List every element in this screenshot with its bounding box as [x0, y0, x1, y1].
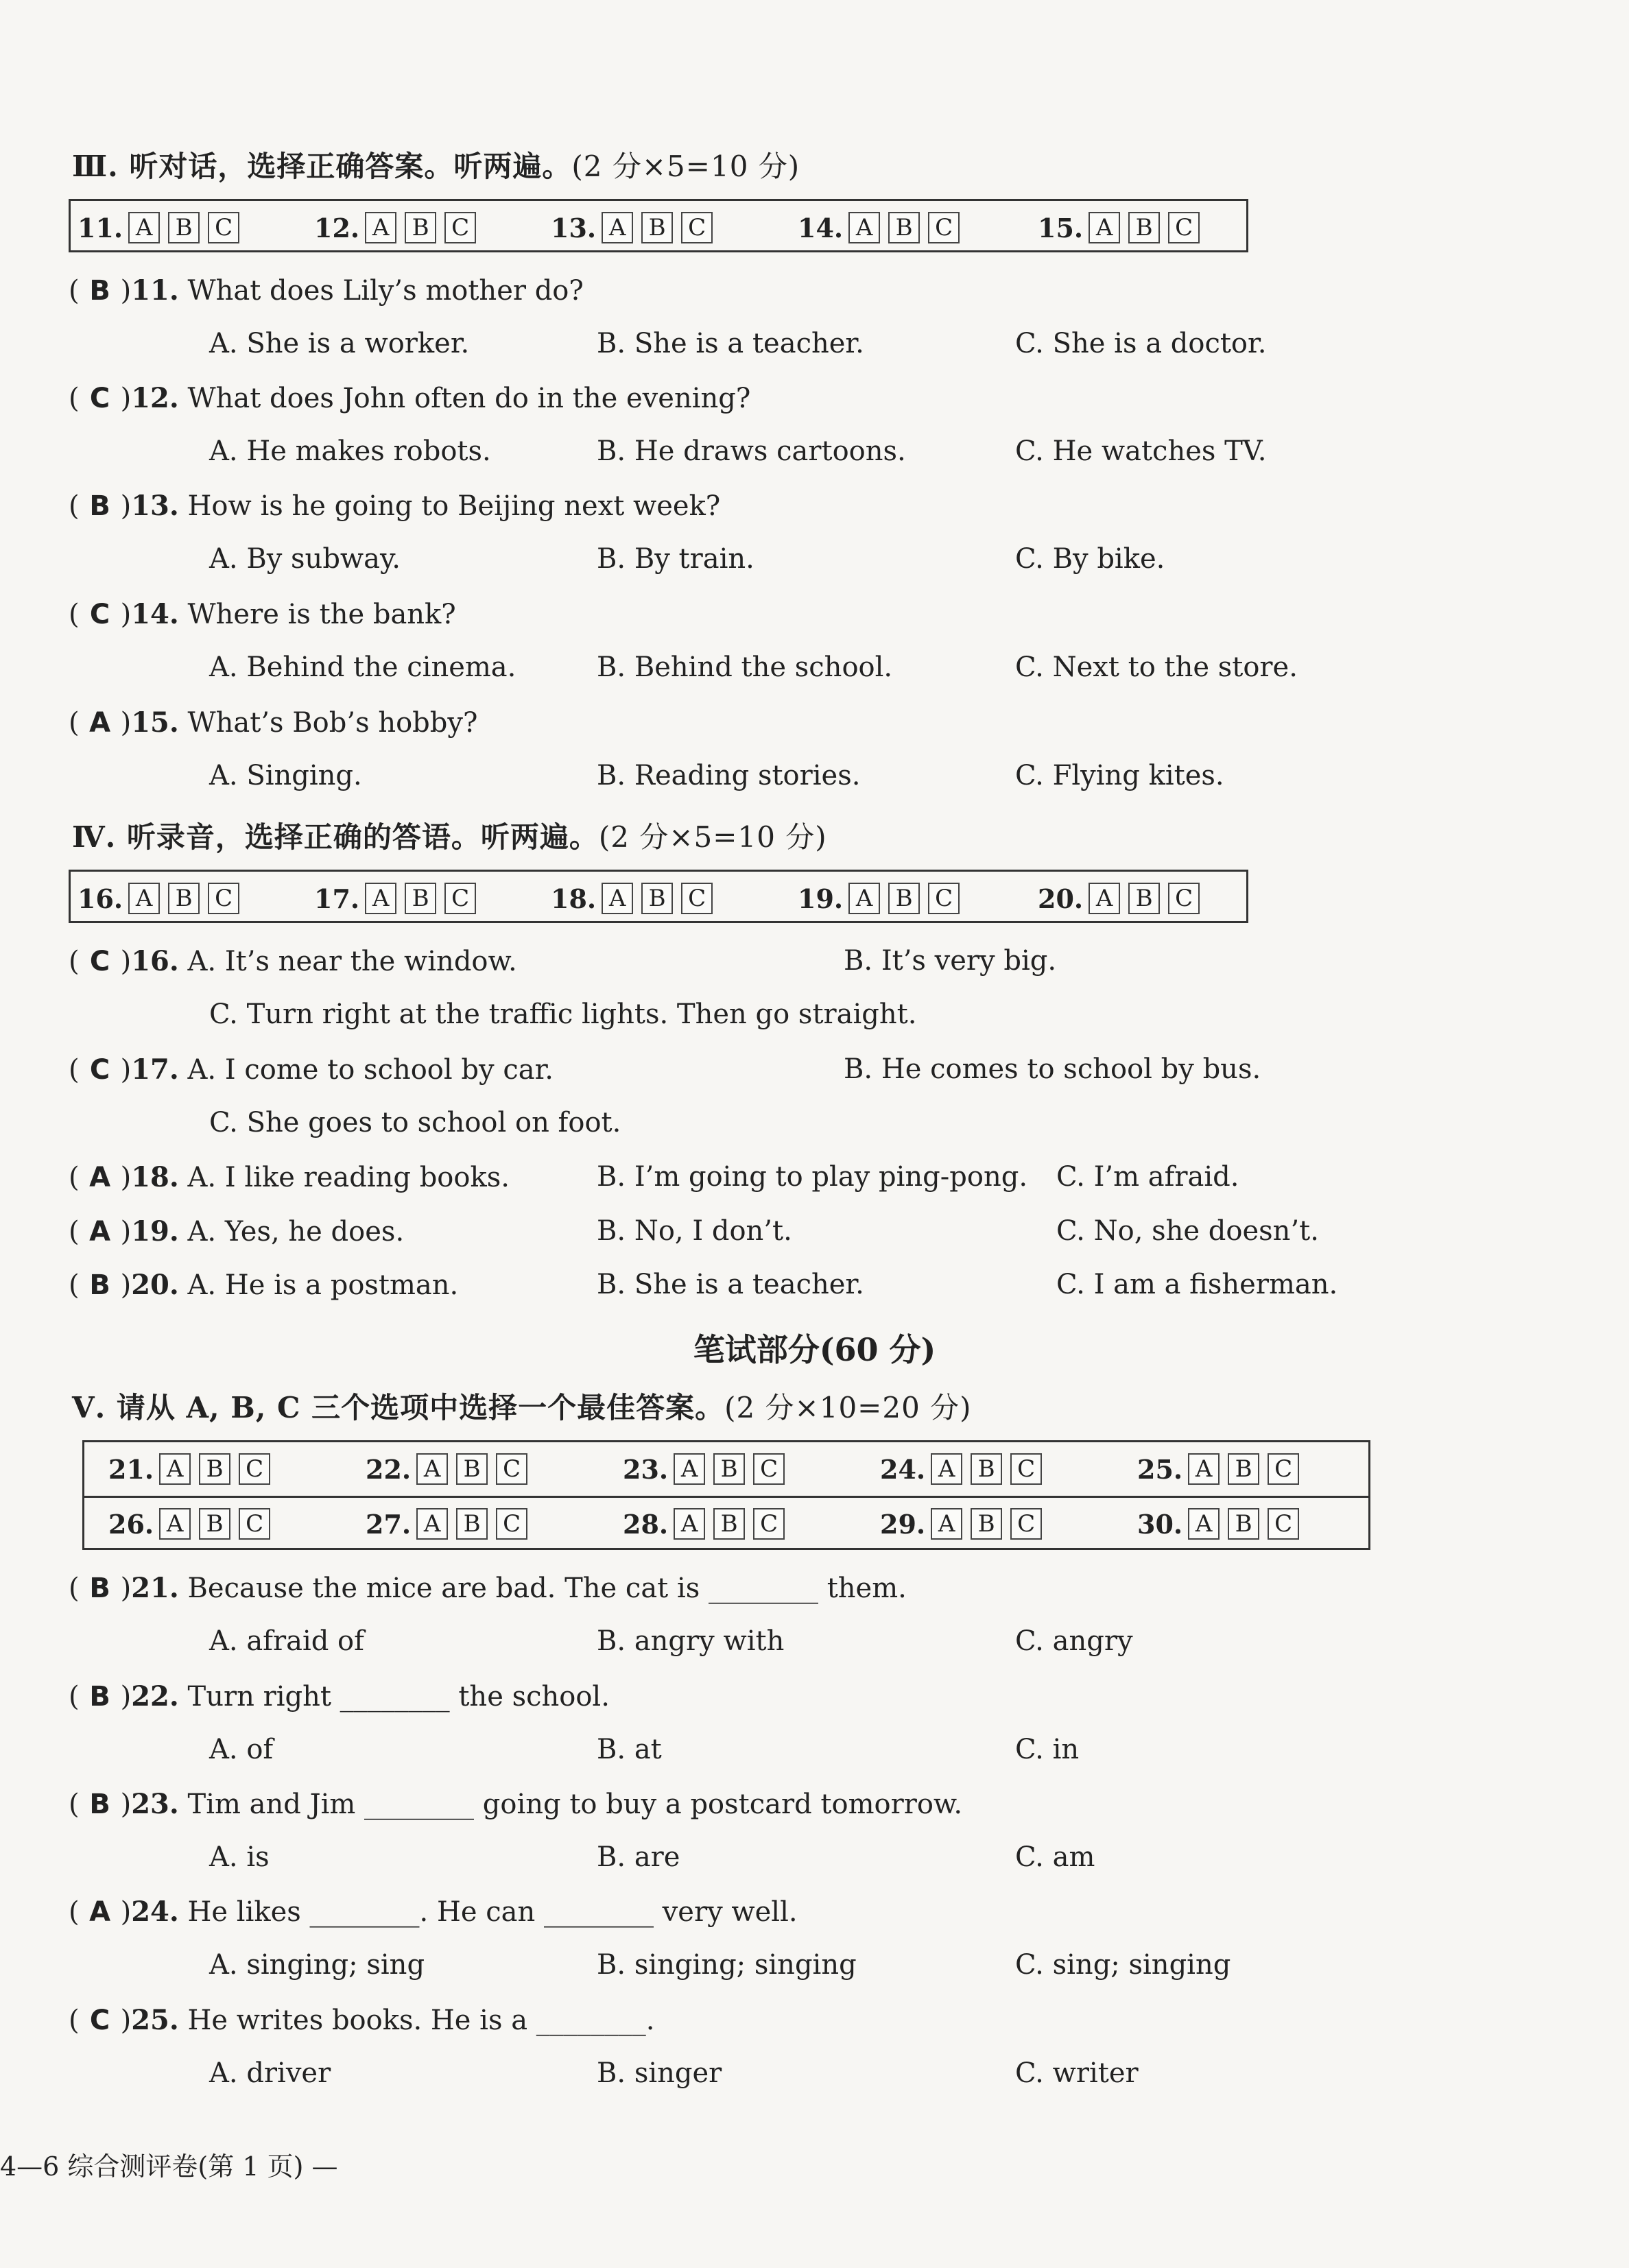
option-box-c[interactable]: C [1010, 1453, 1042, 1485]
option-c: C. She is a doctor. [1015, 328, 1267, 359]
option-a: A. singing; sing [209, 1949, 425, 1981]
option-box-c[interactable]: C [928, 212, 960, 243]
option-box-a[interactable]: A [1089, 883, 1120, 914]
answer-cell: 25. A B C [1137, 1452, 1307, 1486]
option-b: B. By train. [597, 543, 754, 575]
option-box-c[interactable]: C [928, 883, 960, 914]
option-box-c[interactable]: C [208, 212, 239, 243]
option-box-b[interactable]: B [456, 1508, 488, 1540]
question-18: ( A )18. A. I like reading books. [69, 1161, 510, 1193]
answer-cell: 29. A B C [880, 1507, 1050, 1541]
option-box-a[interactable]: A [931, 1453, 962, 1485]
option-box-a[interactable]: A [602, 883, 633, 914]
option-box-c[interactable]: C [239, 1453, 270, 1485]
option-box-c[interactable]: C [239, 1508, 270, 1540]
option-c: C. angry [1015, 1625, 1133, 1657]
question-20: ( B )20. A. He is a postman. [69, 1269, 459, 1301]
question-17: ( C )17. A. I come to school by car. [69, 1053, 554, 1086]
section3-heading: Ⅲ. 听对话，选择正确答案。听两遍。(2 分×5=10 分) [72, 150, 800, 183]
option-box-a[interactable]: A [1089, 212, 1120, 243]
option-box-b[interactable]: B [971, 1453, 1002, 1485]
option-box-b[interactable]: B [1128, 212, 1160, 243]
option-a: A. driver [209, 2057, 331, 2089]
option-box-c[interactable]: C [753, 1453, 785, 1485]
option-box-b[interactable]: B [405, 212, 436, 243]
option-b: B. He comes to school by bus. [844, 1053, 1261, 1085]
option-b: B. are [597, 1841, 680, 1873]
option-box-a[interactable]: A [674, 1453, 705, 1485]
answer-grid-row [71, 201, 1246, 254]
answer-cell: 27. A B C [366, 1507, 536, 1541]
option-c: C. He watches TV. [1015, 435, 1267, 467]
option-box-a[interactable]: A [416, 1453, 448, 1485]
answer-cell: 14. A B C [798, 211, 968, 245]
answer-grid-section5 [82, 1440, 1370, 1550]
question-19: ( A )19. A. Yes, he does. [69, 1215, 405, 1248]
option-box-c[interactable]: C [496, 1508, 527, 1540]
option-box-b[interactable]: B [713, 1508, 745, 1540]
option-b: B. singer [597, 2057, 722, 2089]
option-c: C. No, she doesn’t. [1056, 1215, 1319, 1247]
option-box-c[interactable]: C [681, 212, 713, 243]
answer-grid-row [71, 872, 1246, 925]
question-12: ( C )12. What does John often do in the evening? [69, 382, 751, 414]
option-box-c[interactable]: C [753, 1508, 785, 1540]
option-box-c[interactable]: C [208, 883, 239, 914]
answer-cell: 17. A B C [314, 881, 484, 916]
answer-grid-row [84, 1497, 1368, 1551]
answer-cell: 12. A B C [314, 211, 484, 245]
answer-cell: 24. A B C [880, 1452, 1050, 1486]
answer-cell: 26. A B C [108, 1507, 278, 1541]
option-box-b[interactable]: B [199, 1453, 230, 1485]
option-a: A. By subway. [209, 543, 401, 575]
option-b: B. Behind the school. [597, 652, 893, 683]
answer-cell: 20. A B C [1038, 881, 1208, 916]
option-b: B. She is a teacher. [597, 328, 864, 359]
answer-cell: 28. A B C [623, 1507, 793, 1541]
option-box-b[interactable]: B [1228, 1508, 1259, 1540]
option-box-a[interactable]: A [416, 1508, 448, 1540]
option-box-a[interactable]: A [848, 883, 880, 914]
question-14: ( C )14. Where is the bank? [69, 598, 456, 630]
answer-grid-row [84, 1442, 1368, 1498]
option-c: C. Flying kites. [1015, 760, 1224, 791]
question-25: ( C )25. He writes books. He is a ________. [69, 2004, 655, 2036]
option-c: C. By bike. [1015, 543, 1165, 575]
question-11: ( B )11. What does Lily’s mother do? [69, 274, 584, 307]
answer-cell: 11. A B C [78, 211, 248, 245]
answer-cell: 16. A B C [78, 881, 248, 916]
option-box-a[interactable]: A [602, 212, 633, 243]
answer-cell: 19. A B C [798, 881, 968, 916]
option-box-c[interactable]: C [444, 883, 476, 914]
option-box-a[interactable]: A [159, 1453, 191, 1485]
option-box-b[interactable]: B [199, 1508, 230, 1540]
option-box-a[interactable]: A [848, 212, 880, 243]
question-24: ( A )24. He likes ________. He can ________ very well. [69, 1896, 798, 1928]
option-box-b[interactable]: B [971, 1508, 1002, 1540]
option-box-b[interactable]: B [888, 883, 920, 914]
option-c: C. sing; singing [1015, 1949, 1231, 1981]
option-c: C. I’m afraid. [1056, 1161, 1239, 1193]
option-box-b[interactable]: B [641, 212, 673, 243]
option-c: C. am [1015, 1841, 1095, 1873]
option-a: A. Singing. [209, 760, 362, 791]
option-c: C. in [1015, 1734, 1080, 1765]
answer-cell: 13. A B C [551, 211, 721, 245]
page-footer: 4—6 综合测评卷(第 1 页) — [0, 2151, 338, 2182]
option-b: B. No, I don’t. [597, 1215, 792, 1247]
option-box-c[interactable]: C [1168, 883, 1200, 914]
section5-heading: Ⅴ. 请从 A, B, C 三个选项中选择一个最佳答案。(2 分×10=20 分) [72, 1391, 972, 1424]
option-box-a[interactable]: A [931, 1508, 962, 1540]
option-box-b[interactable]: B [713, 1453, 745, 1485]
option-box-c[interactable]: C [444, 212, 476, 243]
section4-heading: Ⅳ. 听录音，选择正确的答语。听两遍。(2 分×5=10 分) [72, 820, 827, 854]
answer-cell: 30. A B C [1137, 1507, 1307, 1541]
answer-cell: 21. A B C [108, 1452, 278, 1486]
answer-grid-section4 [69, 870, 1248, 923]
option-box-a[interactable]: A [1188, 1453, 1220, 1485]
option-b: B. She is a teacher. [597, 1269, 864, 1300]
option-b: B. I’m going to play ping-pong. [597, 1161, 1028, 1193]
answer-cell: 22. A B C [366, 1452, 536, 1486]
question-22: ( B )22. Turn right ________ the school. [69, 1680, 610, 1712]
option-box-a[interactable]: A [159, 1508, 191, 1540]
option-box-c[interactable]: C [1268, 1508, 1299, 1540]
option-box-a[interactable]: A [674, 1508, 705, 1540]
option-box-c[interactable]: C [681, 883, 713, 914]
answer-cell: 23. A B C [623, 1452, 793, 1486]
question-16: ( C )16. A. It’s near the window. [69, 945, 517, 977]
option-box-a[interactable]: A [365, 883, 396, 914]
option-box-a[interactable]: A [1188, 1508, 1220, 1540]
answer-cell: 18. A B C [551, 881, 721, 916]
option-box-a[interactable]: A [128, 883, 160, 914]
question-21: ( B )21. Because the mice are bad. The cat is ________ them. [69, 1572, 907, 1604]
option-b: B. at [597, 1734, 662, 1765]
option-a: A. Behind the cinema. [209, 652, 516, 683]
option-a: A. is [209, 1841, 270, 1873]
option-box-c[interactable]: C [496, 1453, 527, 1485]
option-a: A. He makes robots. [209, 435, 491, 467]
option-c: C. Next to the store. [1015, 652, 1298, 683]
option-box-c[interactable]: C [1268, 1453, 1299, 1485]
option-a: A. She is a worker. [209, 328, 470, 359]
option-a: A. afraid of [209, 1625, 364, 1657]
option-b: B. Reading stories. [597, 760, 861, 791]
option-c: C. writer [1015, 2057, 1139, 2089]
option-box-b[interactable]: B [405, 883, 436, 914]
option-c: C. She goes to school on foot. [209, 1107, 621, 1138]
option-a: A. of [209, 1734, 274, 1765]
answer-grid-section3 [69, 199, 1248, 252]
option-box-b[interactable]: B [456, 1453, 488, 1485]
question-23: ( B )23. Tim and Jim ________ going to buy a postcard tomorrow. [69, 1788, 963, 1820]
written-part-title: 笔试部分(60 分) [693, 1331, 936, 1368]
option-box-a[interactable]: A [128, 212, 160, 243]
answer-cell: 15. A B C [1038, 211, 1208, 245]
option-box-c[interactable]: C [1010, 1508, 1042, 1540]
option-box-b[interactable]: B [1228, 1453, 1259, 1485]
option-box-b[interactable]: B [641, 883, 673, 914]
option-b: B. He draws cartoons. [597, 435, 906, 467]
option-b: B. singing; singing [597, 1949, 857, 1981]
option-b: B. angry with [597, 1625, 785, 1657]
option-box-b[interactable]: B [1128, 883, 1160, 914]
option-box-b[interactable]: B [168, 883, 200, 914]
question-13: ( B )13. How is he going to Beijing next week? [69, 490, 721, 522]
option-box-c[interactable]: C [1168, 212, 1200, 243]
option-box-b[interactable]: B [888, 212, 920, 243]
option-box-a[interactable]: A [365, 212, 396, 243]
option-box-b[interactable]: B [168, 212, 200, 243]
option-b: B. It’s very big. [844, 945, 1057, 977]
option-c: C. Turn right at the traffic lights. Then go straight. [209, 999, 917, 1030]
question-15: ( A )15. What’s Bob’s hobby? [69, 706, 478, 739]
option-c: C. I am a fisherman. [1056, 1269, 1338, 1300]
